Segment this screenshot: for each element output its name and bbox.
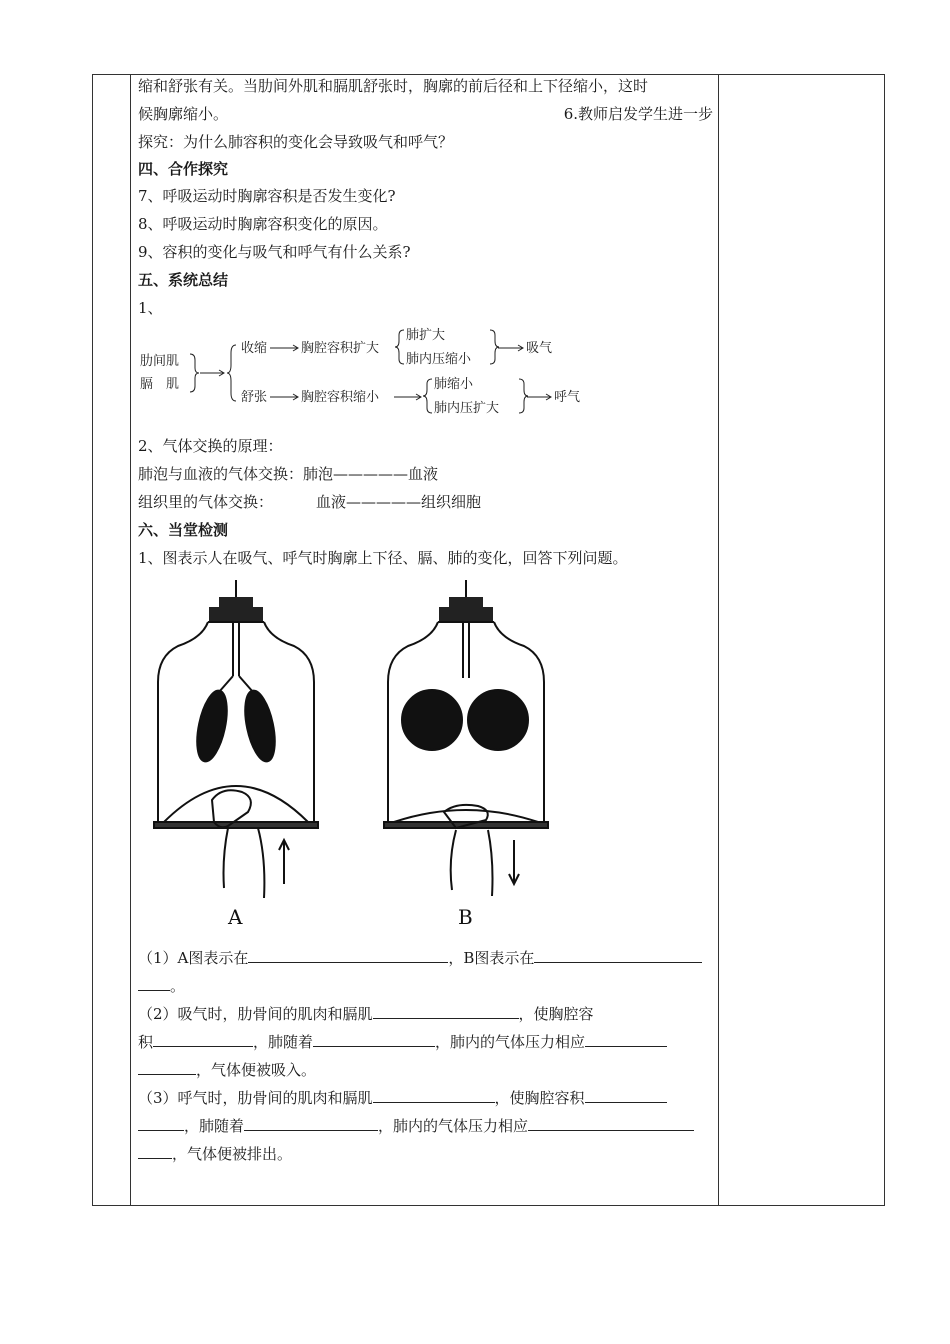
answer-line-2c — [138, 1060, 316, 1079]
wrist-icon — [451, 830, 493, 896]
diagram-label-pressure-up: 肺内压扩大 — [434, 401, 500, 416]
answer-text: 积 — [138, 1033, 154, 1051]
figure-label-a: A — [228, 905, 243, 929]
wrist-icon — [224, 828, 265, 898]
diagram-label-intercostal: 肋间肌 — [140, 354, 180, 369]
answer-text: ，B图表示在 — [448, 949, 535, 967]
answer-line-1b — [138, 976, 185, 995]
blank-inhale-volume[interactable] — [153, 1032, 253, 1047]
tissue-exchange-label: 组织里的气体交换： — [138, 493, 274, 511]
brace-icon — [490, 330, 499, 364]
question-8: 8、呼吸运动时胸廓容积变化的原因。 — [138, 215, 388, 233]
diagram-label-contract: 收缩 — [241, 341, 268, 356]
blank-exhale-lung[interactable] — [244, 1116, 378, 1131]
blank-inhale-muscle[interactable] — [373, 1004, 519, 1019]
paragraph-line: 探究：为什么肺容积的变化会导致吸气和呼气？ — [138, 133, 454, 151]
answer-text: ，肺随着 — [184, 1117, 245, 1135]
summary-item-1: 1、 — [138, 299, 163, 317]
blank-exhale-volume-cont[interactable] — [138, 1116, 184, 1131]
section-heading: 六、当堂检测 — [138, 521, 229, 539]
answer-text: （3）呼气时，肋骨间的肌肉和膈肌 — [138, 1089, 373, 1107]
blank-b-state-cont[interactable] — [138, 976, 170, 991]
stopper-top — [450, 598, 482, 608]
figure-label-b: B — [458, 905, 473, 929]
brace-icon — [190, 354, 199, 392]
answer-line-3b — [138, 1116, 694, 1135]
summary-item-2: 2、气体交换的原理： — [138, 437, 283, 455]
answer-line-3 — [138, 1088, 667, 1107]
answer-text: （1）A图表示在 — [138, 949, 249, 967]
brace-icon — [227, 345, 236, 401]
blank-inhale-pressure[interactable] — [585, 1032, 667, 1047]
diagram-label-inhale: 吸气 — [526, 341, 553, 356]
question-7: 7、呼吸运动时胸廓容积是否发生变化? — [138, 187, 396, 205]
bell-jar-b — [384, 580, 548, 896]
blank-a-state[interactable] — [248, 948, 448, 963]
answer-text: ，肺内的气体压力相应 — [435, 1033, 586, 1051]
tissue-exchange — [138, 493, 481, 511]
diagram-label-enlarge: 胸腔容积扩大 — [301, 341, 380, 356]
lung-left — [402, 690, 462, 750]
answer-text: ，气体便被吸入。 — [196, 1061, 317, 1079]
diagram-label-diaphragm: 膈 肌 — [140, 377, 180, 392]
answer-line-1 — [138, 948, 702, 967]
section-heading: 四、合作探究 — [138, 160, 229, 178]
diagram-label-relax: 舒张 — [241, 390, 268, 405]
diagram-label-pressure-down: 肺内压缩小 — [406, 352, 472, 367]
blank-inhale-lung[interactable] — [313, 1032, 435, 1047]
answer-text: ，使胸腔容 — [518, 1005, 594, 1023]
diaphragm — [394, 810, 538, 822]
answer-text: ，肺随着 — [253, 1033, 314, 1051]
table-divider-left — [130, 75, 131, 1205]
tissue-exchange-value: 血液—————组织细胞 — [316, 493, 482, 511]
diagram-label-lung-enlarge: 肺扩大 — [406, 328, 446, 343]
answer-text: ，使胸腔容积 — [494, 1089, 585, 1107]
diagram-label-shrink: 胸腔容积缩小 — [301, 390, 380, 405]
section-heading: 五、系统总结 — [138, 271, 229, 289]
bell-jar-figure — [148, 578, 568, 938]
answer-text: 。 — [170, 977, 186, 995]
test-question-1: 1、图表示人在吸气、呼气时胸廓上下径、膈、肺的变化，回答下列问题。 — [138, 549, 628, 567]
jar-wall — [158, 622, 314, 822]
answer-line-2 — [138, 1004, 594, 1023]
answer-text: ，气体便被排出。 — [172, 1145, 293, 1163]
diagram-label-lung-shrink: 肺缩小 — [434, 377, 474, 392]
answer-text: ，肺内的气体压力相应 — [378, 1117, 529, 1135]
lung-right — [240, 688, 280, 764]
blank-exhale-muscle[interactable] — [373, 1088, 495, 1103]
stopper — [440, 608, 492, 622]
paragraph-line — [138, 105, 713, 123]
alveoli-exchange: 肺泡与血液的气体交换：肺泡—————血液 — [138, 465, 439, 483]
answer-text: （2）吸气时，肋骨间的肌肉和膈肌 — [138, 1005, 373, 1023]
breathing-mechanism-diagram — [138, 326, 608, 426]
table-divider-right — [718, 75, 719, 1205]
answer-line-2b — [138, 1032, 667, 1051]
blank-b-state[interactable] — [534, 948, 702, 963]
bell-jar-a — [154, 580, 318, 898]
brace-icon — [395, 330, 404, 364]
blank-inhale-pressure-cont[interactable] — [138, 1060, 196, 1075]
question-9: 9、容积的变化与吸气和呼气有什么关系? — [138, 243, 411, 261]
brace-icon — [423, 379, 432, 413]
blank-exhale-pressure[interactable] — [528, 1116, 694, 1131]
blank-exhale-volume[interactable] — [585, 1088, 667, 1103]
stopper — [210, 608, 262, 622]
answer-line-3c — [138, 1144, 292, 1163]
jar-base — [154, 822, 318, 828]
paragraph-text: 6.教师启发学生进一步 — [563, 105, 713, 123]
blank-exhale-pressure-cont[interactable] — [138, 1144, 172, 1159]
stopper-top — [220, 598, 252, 608]
diagram-label-exhale: 呼气 — [554, 390, 581, 405]
lung-right — [468, 690, 528, 750]
brace-icon — [519, 379, 528, 413]
paragraph-line: 缩和舒张有关。当肋间外肌和膈肌舒张时，胸廓的前后径和上下径缩小，这时 — [138, 77, 649, 95]
paragraph-text: 候胸廓缩小。 — [138, 105, 229, 123]
lung-left — [192, 688, 232, 764]
